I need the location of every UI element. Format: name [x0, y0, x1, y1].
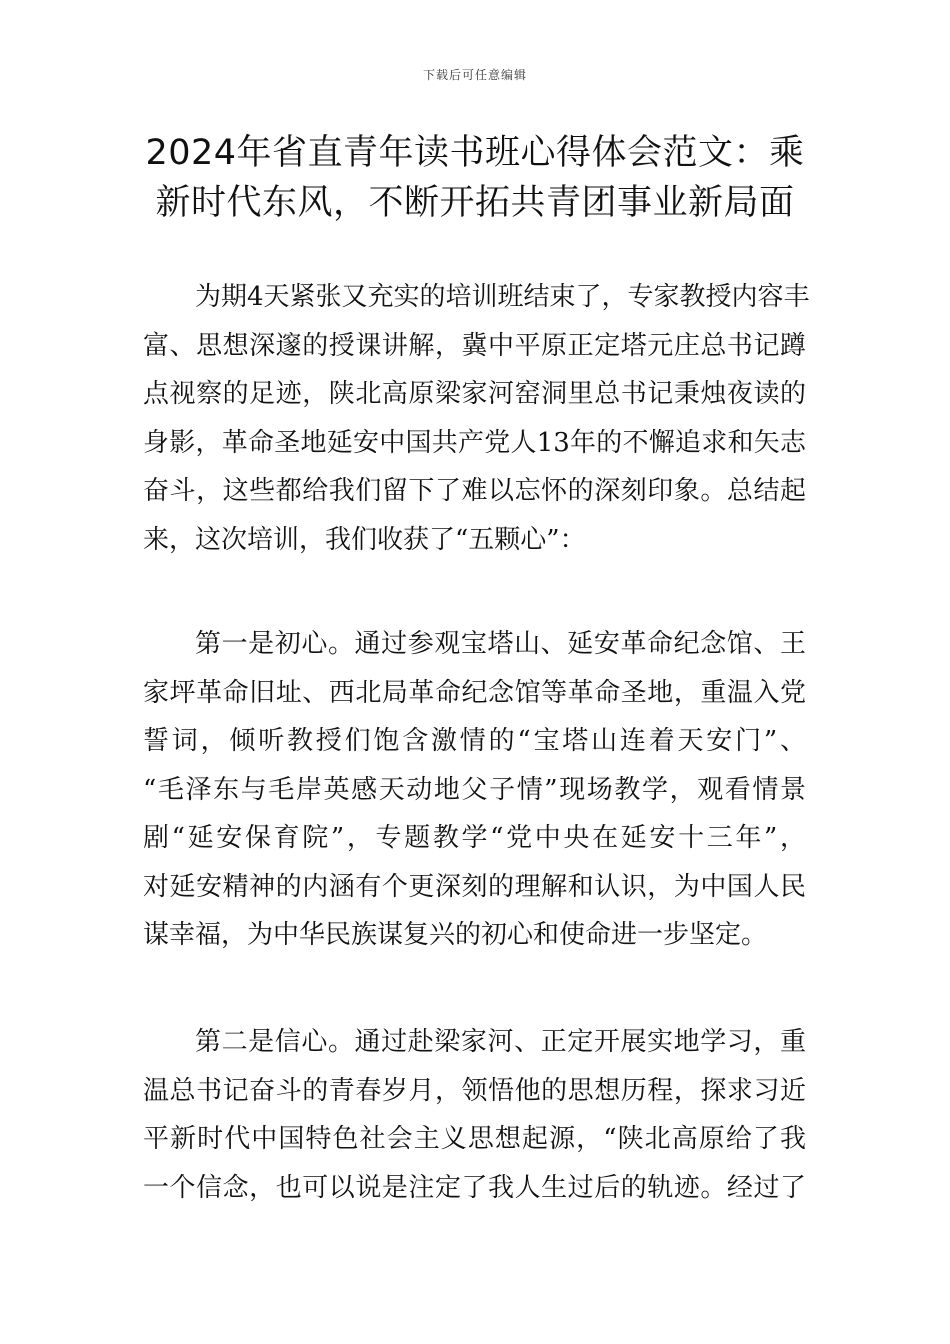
paragraph-line: 一个信念，也可以说是注定了我人生过后的轨迹。经过了 [143, 1172, 806, 1203]
paragraph-line: 为期4天紧张又充实的培训班结束了，专家教授内容丰 [195, 282, 810, 312]
paragraph-line: 奋斗，这些都给我们留下了难以忘怀的深刻印象。总结起 [143, 476, 806, 506]
paragraph-line: 家坪革命旧址、西北局革命纪念馆等革命圣地，重温入党 [143, 677, 806, 708]
paragraph-line: 身影，革命圣地延安中国共产党人13年的不懈追求和矢志 [143, 427, 806, 458]
paragraph-line: 剧“延安保育院”，专题教学“党中央在延安十三年”， [143, 823, 806, 853]
paragraph-first-heart [143, 620, 806, 960]
paragraph-second-heart [143, 1018, 806, 1212]
paragraph-line: 第二是信心。通过赴梁家河、正定开展实地学习，重 [195, 1027, 806, 1057]
paragraph-line: 温总书记奋斗的青春岁月，领悟他的思想历程，探求习近 [143, 1075, 806, 1106]
header-note: 下载后可任意编辑 [422, 68, 527, 82]
paragraph-line: 富、思想深邃的授课讲解，冀中平原正定塔元庄总书记蹲 [143, 330, 806, 361]
paragraph-line: 谋幸福，为中华民族谋复兴的初心和使命进一步坚定。 [143, 920, 768, 950]
title-line-2: 新时代东风，不断开拓共青团事业新局面 [155, 183, 795, 223]
paragraph-line: “毛泽东与毛岸英感天动地父子情”现场教学，观看情景 [143, 774, 806, 805]
paragraph-line: 平新时代中国特色社会主义思想起源，“陕北高原给了我 [143, 1124, 806, 1154]
paragraph-intro [143, 273, 810, 564]
paragraph-line: 来，这次培训，我们收获了“五颗心”： [143, 524, 586, 555]
paragraph-line: 誓词，倾听教授们饱含激情的“宝塔山连着天安门”、 [143, 726, 806, 756]
paragraph-line: 第一是初心。通过参观宝塔山、延安革命纪念馆、王 [195, 629, 806, 659]
paragraph-line: 点视察的足迹，陕北高原梁家河窑洞里总书记秉烛夜读的 [143, 379, 806, 409]
paragraph-line: 对延安精神的内涵有个更深刻的理解和认识，为中国人民 [143, 871, 806, 902]
title-line-1: 2024年省直青年读书班心得体会范文：乘 [145, 133, 805, 173]
page-title [135, 128, 815, 228]
